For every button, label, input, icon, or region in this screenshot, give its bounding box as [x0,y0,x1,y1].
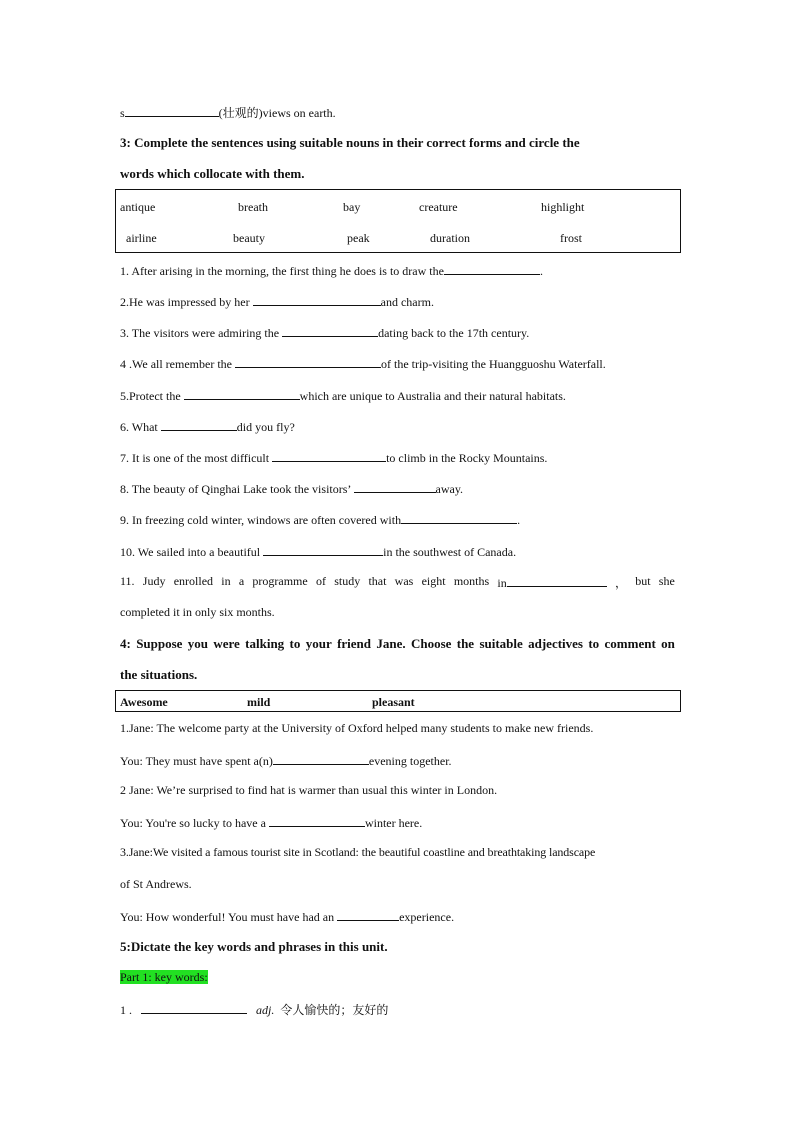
sentence-7: 7. It is one of the most difficult to climb in the Rocky Mountains. [120,451,548,465]
sentence-11-line2: completed it in only six months. [120,605,275,619]
word-bank-item: highlight [541,200,585,214]
dialog-line: of St Andrews. [120,877,192,891]
top-prefix: s [120,106,125,120]
word-bank-item: breath [238,200,268,214]
word-bank-item: mild [247,695,271,709]
dialog-line: 3.Jane:We visited a famous tourist site in Scotland: the beautiful coastline and breathtaking landscape [120,845,596,859]
word-bank-item: Awesome [120,695,168,709]
blank-field[interactable] [253,293,381,306]
part1-label: Part 1: key words: [120,970,208,984]
blank-field[interactable] [235,355,381,368]
sentence-8: 8. The beauty of Qinghai Lake took the visitors’ away. [120,482,464,496]
section4-title-line1: 4: Suppose you were talking to your friend Jane. Choose the suitable adjectives to comment on [120,636,675,651]
adjective-bank-box [115,690,681,712]
top-line [120,104,336,121]
keyword-item-1: 1 . adj. 令人愉快的；友好的 [120,1003,389,1017]
dialog-line: You: You're so lucky to have a winter here. [120,816,423,830]
section5-title: 5:Dictate the key words and phrases in this unit. [120,939,388,954]
sentence-3: 3. The visitors were admiring the dating back to the 17th century. [120,326,530,340]
sentence-11-line1: 11. Judy enrolled in a programme of study that was eight months in ， but she [120,574,675,590]
blank-field[interactable] [273,752,369,765]
blank-field[interactable] [269,814,365,827]
word-bank-item: peak [347,231,370,245]
sentence-4: 4 .We all remember the of the trip-visiting the Huangguoshu Waterfall. [120,357,606,371]
blank-field[interactable] [141,1001,247,1014]
section3-title-line1: 3: Complete the sentences using suitable nouns in their correct forms and circle the [120,135,580,150]
word-bank-item: airline [126,231,157,245]
dialog-line: You: They must have spent a(n) evening together. [120,754,452,768]
section3-title-line2: words which collocate with them. [120,166,305,181]
dialog-line: You: How wonderful! You must have had an experience. [120,910,455,924]
word-bank-box [115,189,681,253]
blank-field[interactable] [337,908,399,921]
word-bank-item: creature [419,200,458,214]
sentence-10: 10. We sailed into a beautiful in the southwest of Canada. [120,545,517,559]
sentence-6: 6. What did you fly? [120,420,295,434]
word-bank-item: duration [430,231,470,245]
blank-field[interactable] [282,324,378,337]
dialog-line: 2 Jane: We’re surprised to find hat is warmer than usual this winter in London. [120,783,498,797]
blank-field[interactable] [401,511,517,524]
word-bank-item: frost [560,231,582,245]
top-hint: (壮观的)views on earth. [218,106,336,120]
sentence-9: 9. In freezing cold winter, windows are often covered with . [120,513,521,527]
blank-field[interactable] [184,387,300,400]
word-bank-item: beauty [233,231,265,245]
dialog-line: 1.Jane: The welcome party at the University of Oxford helped many students to make new friends. [120,721,594,735]
blank-field[interactable] [507,574,607,587]
blank-field[interactable] [272,449,386,462]
sentence-1: 1. After arising in the morning, the first thing he does is to draw the . [120,264,543,278]
sentence-5: 5.Protect the which are unique to Australia and their natural habitats. [120,389,566,403]
section4-title-line2: the situations. [120,667,198,682]
blank-field[interactable] [444,262,540,275]
word-bank-item: pleasant [372,695,415,709]
blank-field[interactable] [263,543,383,556]
word-bank-item: bay [343,200,361,214]
blank-field[interactable] [125,104,219,117]
word-bank-item: antique [120,200,156,214]
sentence-2: 2.He was impressed by her and charm. [120,295,434,309]
blank-field[interactable] [161,418,237,431]
blank-field[interactable] [354,480,436,493]
